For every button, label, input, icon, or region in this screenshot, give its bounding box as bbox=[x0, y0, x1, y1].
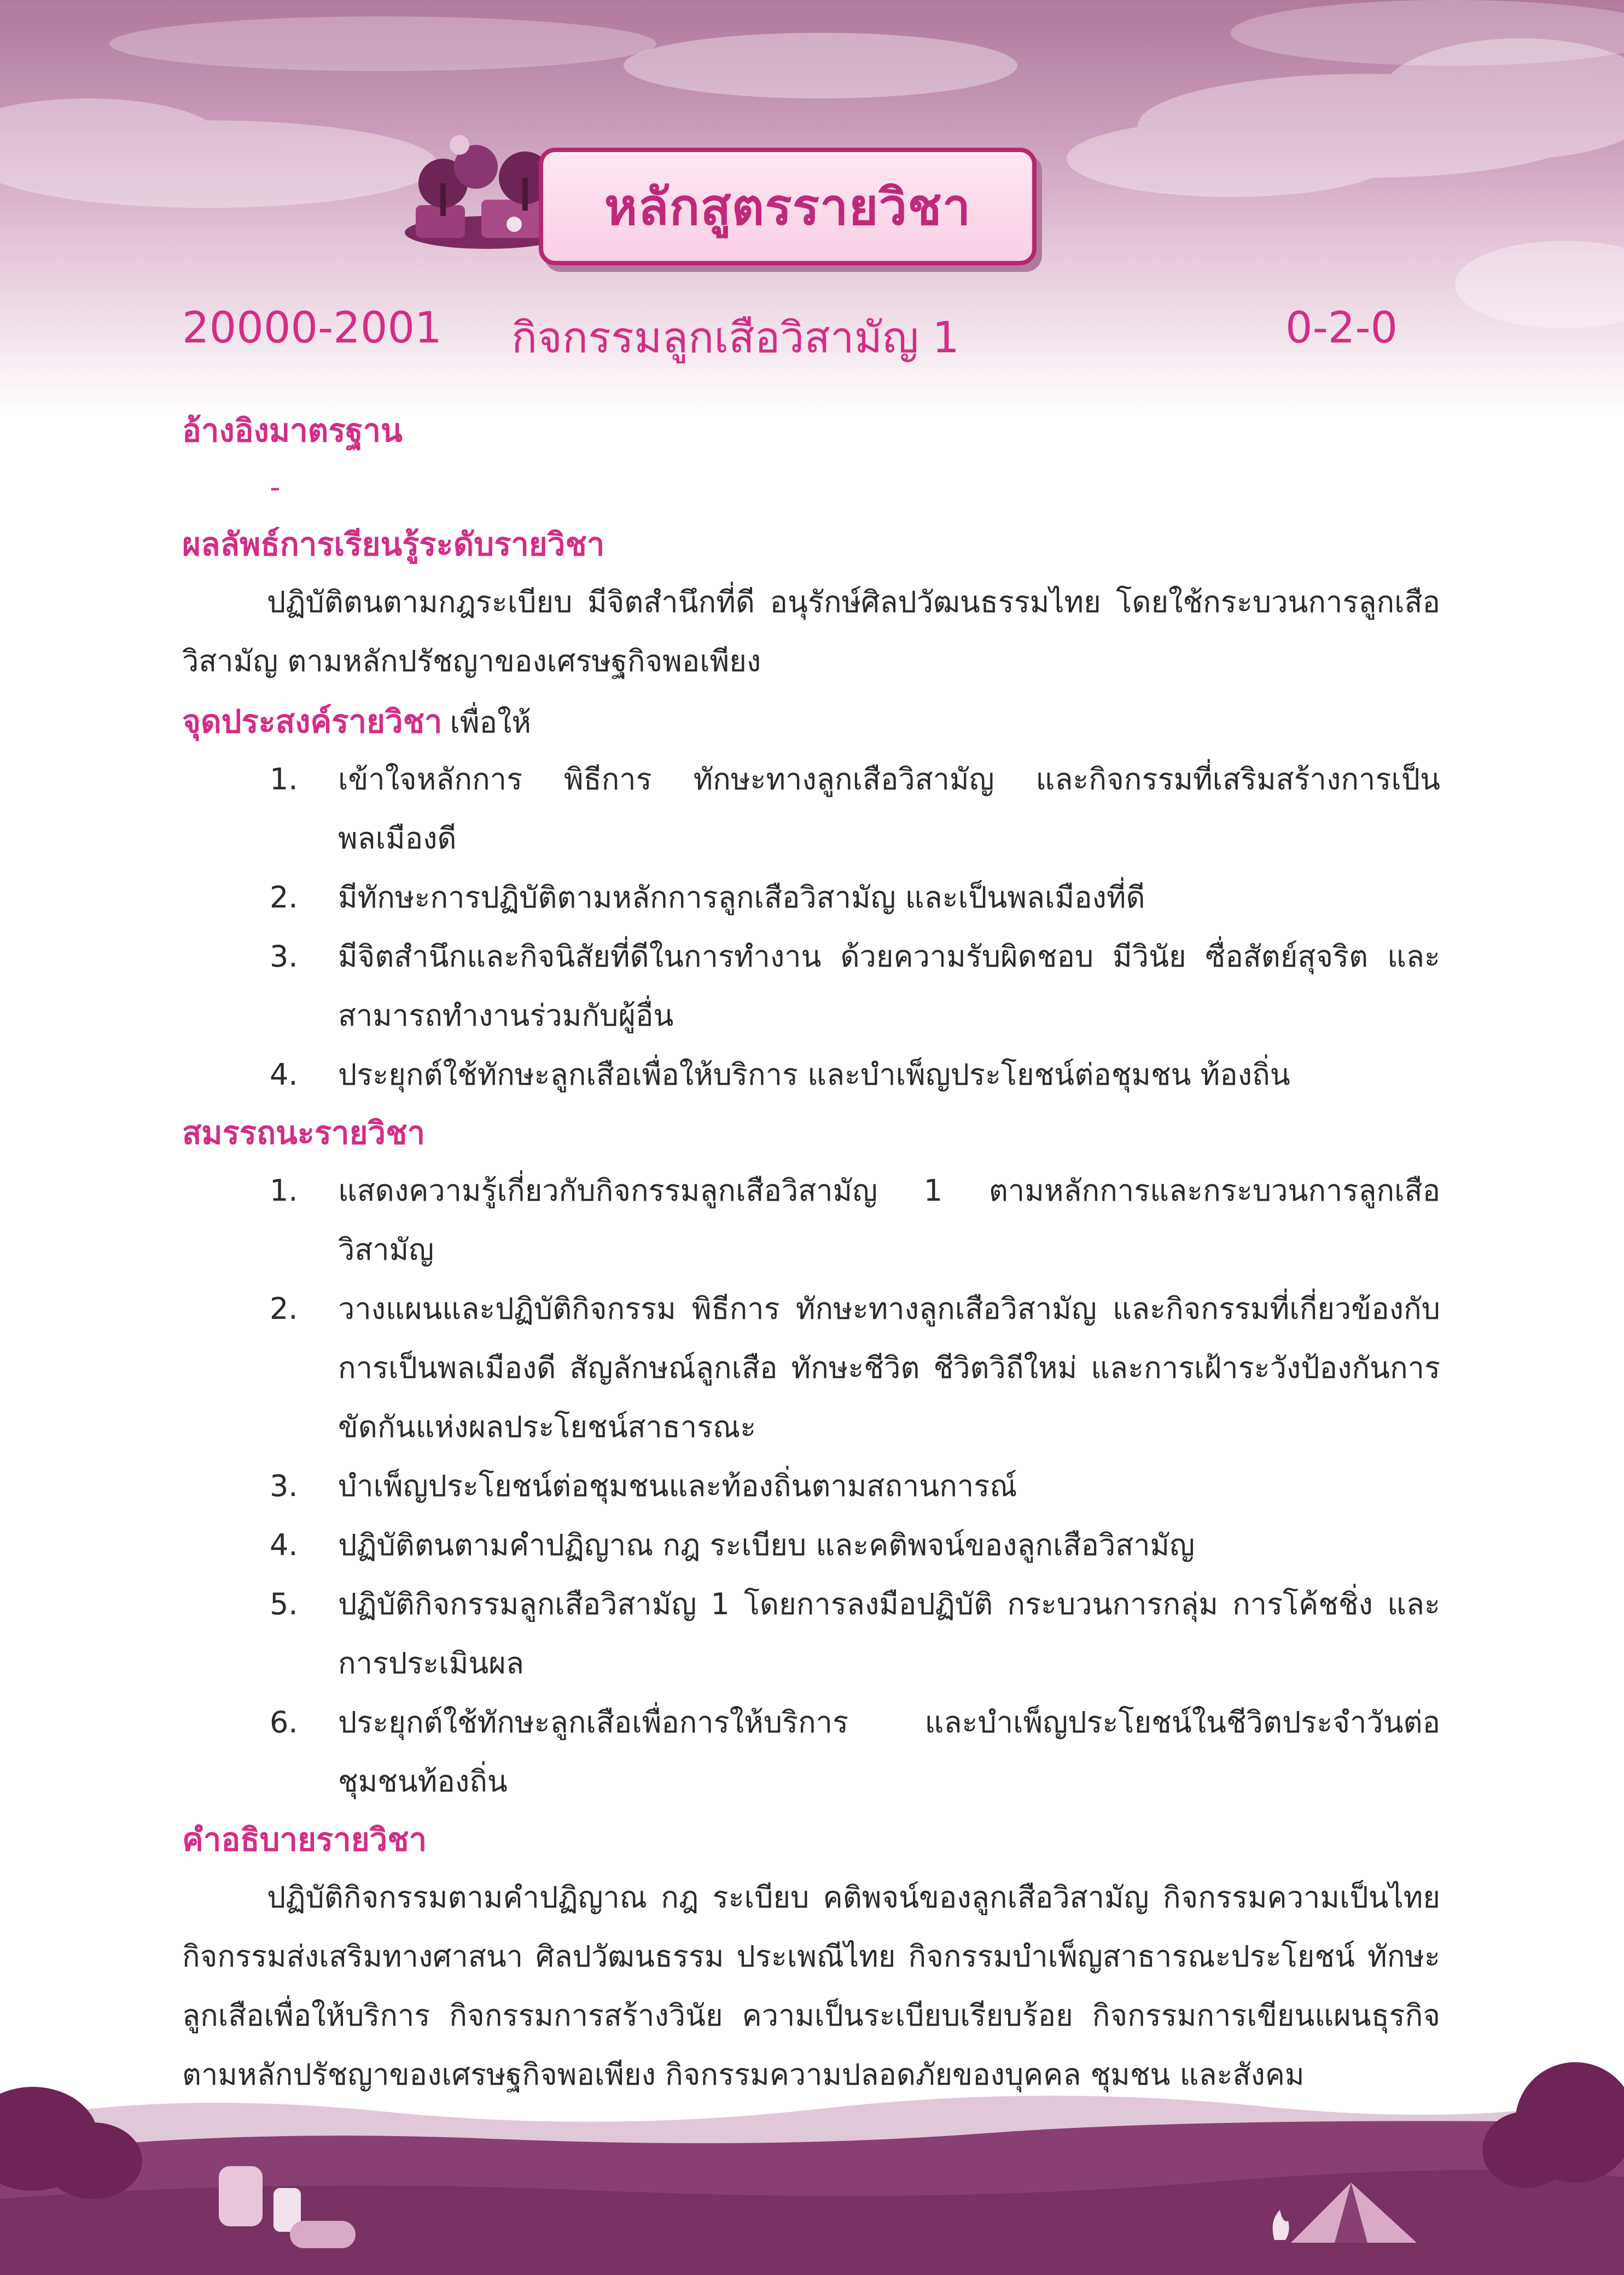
list-item-text: ปฏิบัติตนตามคำปฏิญาณ กฎ ระเบียบ และคติพจน์ของลูกเสือวิสามัญ bbox=[338, 1528, 1195, 1562]
reference-value: - bbox=[270, 470, 281, 504]
list-item bbox=[182, 868, 1440, 927]
list-item bbox=[182, 750, 1440, 868]
list-item-text: แสดงความรู้เกี่ยวกับกิจกรรมลูกเสือวิสามัญ 1 ตามหลักการและกระบวนการลูกเสือวิสามัญ bbox=[338, 1173, 1440, 1267]
objectives-list bbox=[182, 750, 1440, 1104]
list-item-number: 6. bbox=[270, 1705, 298, 1739]
course-credits: 0-2-0 bbox=[1285, 304, 1398, 353]
list-item bbox=[182, 1161, 1440, 1279]
course-name: กิจกรรมลูกเสือวิสามัญ 1 bbox=[511, 313, 959, 363]
list-item-number: 3. bbox=[270, 939, 298, 974]
learning-outcome-heading: ผลลัพธ์การเรียนรู้ระดับรายวิชา bbox=[182, 526, 605, 563]
list-item-text: วางแผนและปฏิบัติกิจกรรม พิธีการ ทักษะทางลูกเสือวิสามัญ และกิจกรรมที่เกี่ยวข้องกับการเป็นพลเมืองดี สัญลักษณ์ลูกเสือ ทักษะชีวิต ชีวิตวิถีใหม่ และการเฝ้าระวังป้องกันการขัดกันแห่งผลประโยชน์สาธารณะ bbox=[338, 1291, 1440, 1444]
footer-ground-decoration bbox=[0, 2057, 1624, 2275]
objectives-heading-suffix: เพื่อให้ bbox=[450, 705, 531, 740]
list-item bbox=[182, 927, 1440, 1045]
list-item-text: เข้าใจหลักการ พิธีการ ทักษะทางลูกเสือวิสามัญ และกิจกรรมที่เสริมสร้างการเป็นพลเมืองดี bbox=[338, 762, 1440, 856]
objectives-heading bbox=[182, 693, 1440, 750]
list-item bbox=[182, 1516, 1440, 1575]
objectives-heading-label: จุดประสงค์รายวิชา bbox=[182, 703, 443, 740]
list-item-number: 5. bbox=[270, 1587, 298, 1621]
course-header bbox=[0, 304, 1624, 364]
list-item-text: ประยุกต์ใช้ทักษะลูกเสือเพื่อให้บริการ และบำเพ็ญประโยชน์ต่อชุมชน ท้องถิ่น bbox=[338, 1057, 1290, 1092]
learning-outcome-text: ปฏิบัติตนตามกฎระเบียบ มีจิตสำนึกที่ดี อนุรักษ์ศิลปวัฒนธรรมไทย โดยใช้กระบวนการลูกเสือวิสามัญ ตามหลักปรัชญาของเศรษฐกิจพอเพียง bbox=[182, 585, 1440, 678]
main-content bbox=[182, 402, 1440, 2107]
list-item-number: 4. bbox=[270, 1528, 298, 1562]
list-item bbox=[182, 1279, 1440, 1457]
list-item-number: 2. bbox=[270, 1291, 298, 1326]
list-item-number: 2. bbox=[270, 880, 298, 915]
list-item-number: 1. bbox=[270, 1173, 298, 1208]
list-item bbox=[182, 1693, 1440, 1811]
list-item-text: บำเพ็ญประโยชน์ต่อชุมชนและท้องถิ่นตามสถานการณ์ bbox=[338, 1469, 1017, 1503]
list-item-text: มีทักษะการปฏิบัติตามหลักการลูกเสือวิสามัญ และเป็นพลเมืองที่ดี bbox=[338, 880, 1145, 915]
competencies-list bbox=[182, 1161, 1440, 1811]
list-item-number: 4. bbox=[270, 1057, 298, 1092]
list-item-text: มีจิตสำนึกและกิจนิสัยที่ดีในการทำงาน ด้วยความรับผิดชอบ มีวินัย ซื่อสัตย์สุจริต และสามารถทำงานร่วมกับผู้อื่น bbox=[338, 939, 1440, 1033]
competencies-heading: สมรรถนะรายวิชา bbox=[182, 1114, 426, 1151]
reference-heading: อ้างอิงมาตรฐาน bbox=[182, 412, 403, 449]
course-code: 20000-2001 bbox=[182, 304, 442, 353]
list-item-text: ประยุกต์ใช้ทักษะลูกเสือเพื่อการให้บริการ และบำเพ็ญประโยชน์ในชีวิตประจำวันต่อชุมชนท้องถิ่น bbox=[338, 1705, 1440, 1799]
banner-title: หลักสูตรรายวิชา bbox=[604, 178, 971, 236]
description-text: ปฏิบัติกิจกรรมตามคำปฏิญาณ กฎ ระเบียบ คติพจน์ของลูกเสือวิสามัญ กิจกรรมความเป็นไทย กิจกรรมส่งเสริมทางศาสนา ศิลปวัฒนธรรม ประเพณีไทย กิจกรรมบำเพ็ญสาธารณะประโยชน์ ทักษะลูกเสือเพื่อให้บริการ กิจกรรมการสร้างวินัย ความเป็นระเบียบเรียบร้อย กิจกรรมการเขียนแผนธุรกิจตามหลักปรัชญาของเศรษฐกิจพอเพียง กิจกรรมความปลอดภัยของบุคคล ชุมชน และสังคม bbox=[182, 1880, 1440, 2092]
list-item-number: 1. bbox=[270, 762, 298, 796]
list-item-text: ปฏิบัติกิจกรรมลูกเสือวิสามัญ 1 โดยการลงมือปฏิบัติ กระบวนการกลุ่ม การโค้ชชิ่ง และการประเมินผล bbox=[338, 1587, 1440, 1680]
description-heading: คำอธิบายรายวิชา bbox=[182, 1821, 427, 1858]
list-item bbox=[182, 1045, 1440, 1104]
title-banner bbox=[539, 148, 1037, 265]
list-item-number: 3. bbox=[270, 1469, 298, 1503]
list-item bbox=[182, 1575, 1440, 1693]
list-item bbox=[182, 1457, 1440, 1516]
